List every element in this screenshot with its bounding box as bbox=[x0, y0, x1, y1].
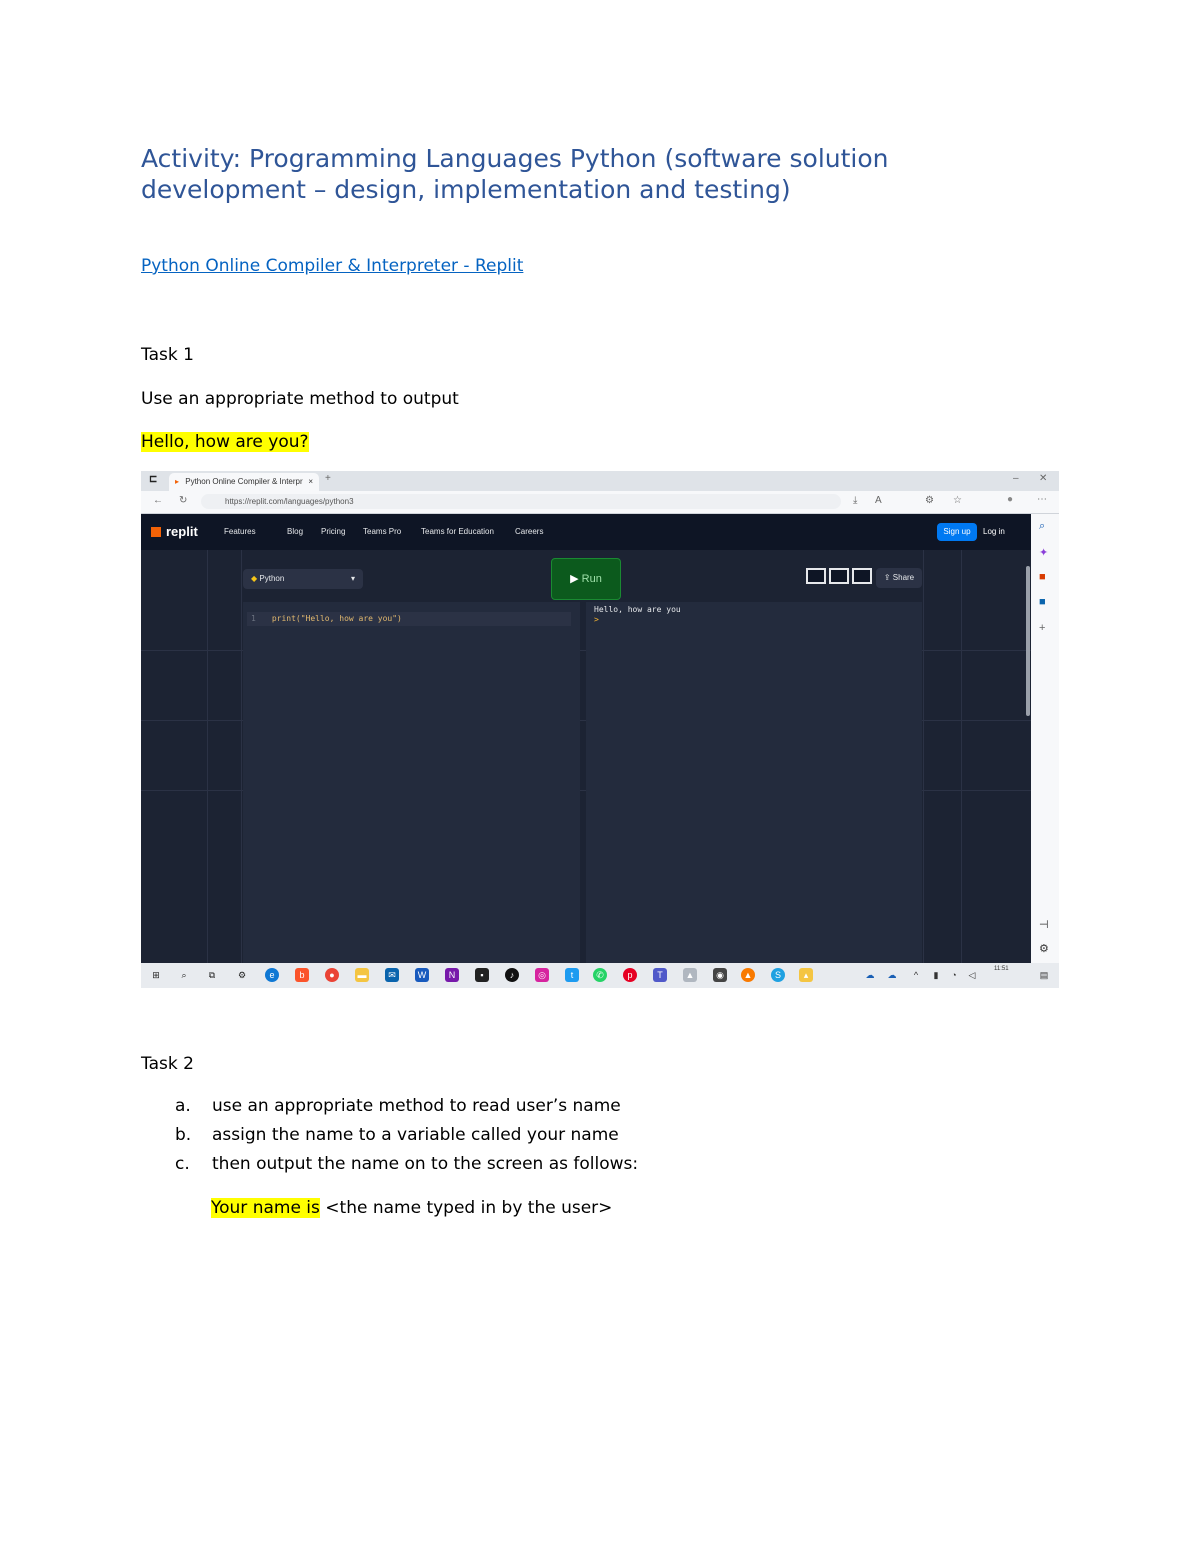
console-prompt: > bbox=[594, 615, 599, 624]
windows-start-icon[interactable]: ⊞ bbox=[152, 970, 160, 980]
task-view-icon[interactable]: ⧉ bbox=[208, 970, 216, 980]
onedrive-icon[interactable]: ☁ bbox=[887, 970, 897, 980]
play-icon: ▶ bbox=[570, 573, 579, 585]
refresh-icon[interactable]: ↻ bbox=[179, 495, 188, 506]
chrome-icon[interactable]: ● bbox=[325, 968, 339, 982]
settings-icon[interactable]: ⚙ bbox=[237, 970, 247, 980]
mail-icon[interactable]: ✉ bbox=[385, 968, 399, 982]
windows-taskbar bbox=[141, 963, 1059, 988]
share-icon: ⇪ bbox=[883, 573, 891, 582]
page-title: Activity: Programming Languages Python (software solution development – design, implementation and testing) bbox=[141, 144, 889, 204]
skype-icon[interactable]: S bbox=[771, 968, 785, 982]
add-icon[interactable]: + bbox=[1039, 622, 1046, 634]
notifications-icon[interactable]: ▤ bbox=[1039, 970, 1049, 980]
nav-teams-education[interactable]: Teams for Education bbox=[421, 527, 494, 536]
teams-icon[interactable]: T bbox=[653, 968, 667, 982]
search-icon[interactable]: ⌕ bbox=[181, 970, 187, 980]
nav-blog[interactable]: Blog bbox=[287, 527, 304, 536]
minimize-icon[interactable]: – bbox=[1013, 473, 1019, 484]
task1-expected-output bbox=[141, 431, 309, 453]
highlighted-output: Hello, how are you? bbox=[141, 432, 309, 452]
layout-option[interactable] bbox=[829, 568, 849, 584]
replit-screenshot bbox=[141, 471, 1059, 988]
replit-workspace bbox=[141, 550, 1031, 963]
chevron-down-icon: ▾ bbox=[350, 574, 355, 583]
sidebar-layout-icon[interactable]: ⊣ bbox=[1039, 919, 1049, 931]
extensions-icon[interactable]: ⚙ bbox=[925, 495, 934, 506]
list-item-text: assign the name to a variable called your name bbox=[212, 1125, 619, 1145]
line-number: 1 bbox=[251, 614, 256, 623]
vlc-icon[interactable]: ▲ bbox=[741, 968, 755, 982]
pinterest-icon[interactable]: p bbox=[623, 968, 637, 982]
office-icon[interactable]: ■ bbox=[1039, 571, 1046, 583]
list-item bbox=[141, 1153, 638, 1182]
console-output: Hello, how are you bbox=[594, 605, 681, 614]
list-item-text: then output the name on to the screen as follows: bbox=[212, 1154, 639, 1174]
code-editor[interactable] bbox=[243, 602, 580, 963]
language-label: Python bbox=[259, 574, 285, 583]
scrollbar[interactable] bbox=[1026, 566, 1030, 716]
signup-button[interactable]: Sign up bbox=[937, 523, 977, 541]
volume-icon[interactable]: ◁ bbox=[968, 970, 976, 980]
language-selector[interactable] bbox=[243, 569, 363, 589]
favorites-icon[interactable]: ☆ bbox=[953, 495, 962, 506]
replit-nav bbox=[141, 514, 1031, 550]
task1-instruction: Use an appropriate method to output bbox=[141, 389, 459, 409]
console-panel[interactable] bbox=[586, 602, 922, 963]
instagram-icon[interactable]: ◎ bbox=[535, 968, 549, 982]
whatsapp-icon[interactable]: ✆ bbox=[593, 968, 607, 982]
share-button[interactable] bbox=[876, 568, 922, 588]
camera-icon[interactable]: ◉ bbox=[713, 968, 727, 982]
layout-thumbnails bbox=[806, 568, 872, 588]
task2-expected-output bbox=[211, 1197, 612, 1219]
nav-pricing[interactable]: Pricing bbox=[321, 527, 346, 536]
profile-avatar-icon[interactable]: ● bbox=[1007, 494, 1014, 505]
download-icon[interactable]: ⤓ bbox=[853, 495, 858, 506]
copilot-icon[interactable]: ✦ bbox=[1039, 547, 1049, 559]
edge-icon[interactable]: e bbox=[265, 968, 279, 982]
code-line[interactable] bbox=[247, 612, 571, 626]
more-icon[interactable]: ⋯ bbox=[1037, 494, 1047, 505]
logo-text: replit bbox=[166, 524, 198, 539]
search-icon[interactable]: ⌕ bbox=[1039, 520, 1046, 532]
nav-features[interactable]: Features bbox=[224, 527, 256, 536]
terminal-icon[interactable]: ▪ bbox=[475, 968, 489, 982]
file-explorer-icon[interactable]: ▬ bbox=[355, 968, 369, 982]
login-button[interactable]: Log in bbox=[983, 527, 1005, 536]
layout-option[interactable] bbox=[852, 568, 872, 584]
task2-heading: Task 2 bbox=[141, 1054, 194, 1074]
read-aloud-icon[interactable]: A bbox=[875, 495, 882, 506]
back-icon[interactable]: ← bbox=[153, 495, 163, 506]
onenote-icon[interactable]: N bbox=[445, 968, 459, 982]
output-highlight: Your name is bbox=[211, 1198, 320, 1218]
clock-time: 11:51 bbox=[994, 966, 1009, 972]
python-icon: ◆ bbox=[251, 574, 258, 583]
battery-icon[interactable]: ▮ bbox=[933, 970, 939, 980]
browser-tab-bar bbox=[141, 471, 1059, 491]
tab-title: Python Online Compiler & Interpr bbox=[185, 477, 303, 486]
tray-chevron-icon[interactable]: ^ bbox=[913, 970, 919, 980]
weather-icon[interactable]: ☁ bbox=[865, 970, 875, 980]
twitter-icon[interactable]: t bbox=[565, 968, 579, 982]
app-menu-icon[interactable]: ⊏ bbox=[149, 474, 158, 485]
edge-sidebar bbox=[1031, 514, 1059, 963]
task2-list bbox=[141, 1095, 638, 1182]
replit-link[interactable]: Python Online Compiler & Interpreter - Replit bbox=[141, 256, 524, 276]
taskbar-clock[interactable] bbox=[994, 965, 1009, 973]
tiktok-icon[interactable]: ♪ bbox=[505, 968, 519, 982]
word-icon[interactable]: W bbox=[415, 968, 429, 982]
new-tab-icon[interactable]: + bbox=[325, 473, 331, 484]
list-item bbox=[141, 1095, 638, 1124]
replit-logo[interactable] bbox=[151, 524, 198, 539]
list-marker: b. bbox=[175, 1125, 192, 1145]
brave-icon[interactable]: b bbox=[295, 968, 309, 982]
run-label: Run bbox=[581, 573, 602, 585]
network-icon[interactable]: ◔ bbox=[951, 970, 957, 980]
run-button[interactable] bbox=[551, 558, 621, 600]
list-marker: a. bbox=[175, 1096, 191, 1116]
code-text: print("Hello, how are you") bbox=[271, 614, 402, 623]
close-tab-icon[interactable]: × bbox=[308, 477, 313, 486]
address-bar bbox=[141, 491, 1059, 514]
list-marker: c. bbox=[175, 1154, 190, 1174]
close-window-icon[interactable]: ✕ bbox=[1039, 473, 1048, 484]
list-item bbox=[141, 1124, 638, 1153]
output-rest: <the name typed in by the user> bbox=[319, 1198, 613, 1218]
nav-careers[interactable]: Careers bbox=[515, 527, 544, 536]
replit-favicon-icon: ▸ bbox=[175, 477, 180, 486]
url-field[interactable]: https://replit.com/languages/python3 bbox=[201, 494, 841, 509]
list-item-text: use an appropriate method to read user’s name bbox=[212, 1096, 621, 1116]
replit-logo-icon bbox=[151, 527, 161, 537]
photos-icon[interactable]: ▲ bbox=[683, 968, 697, 982]
browser-tab[interactable] bbox=[169, 473, 319, 491]
nav-teams-pro[interactable]: Teams Pro bbox=[363, 527, 402, 536]
outlook-icon[interactable]: ■ bbox=[1039, 596, 1046, 608]
task1-heading: Task 1 bbox=[141, 345, 194, 365]
layout-option[interactable] bbox=[806, 568, 826, 584]
drive-icon[interactable]: ▴ bbox=[799, 968, 813, 982]
settings-icon[interactable]: ⚙ bbox=[1039, 943, 1049, 955]
share-label: Share bbox=[892, 573, 915, 582]
